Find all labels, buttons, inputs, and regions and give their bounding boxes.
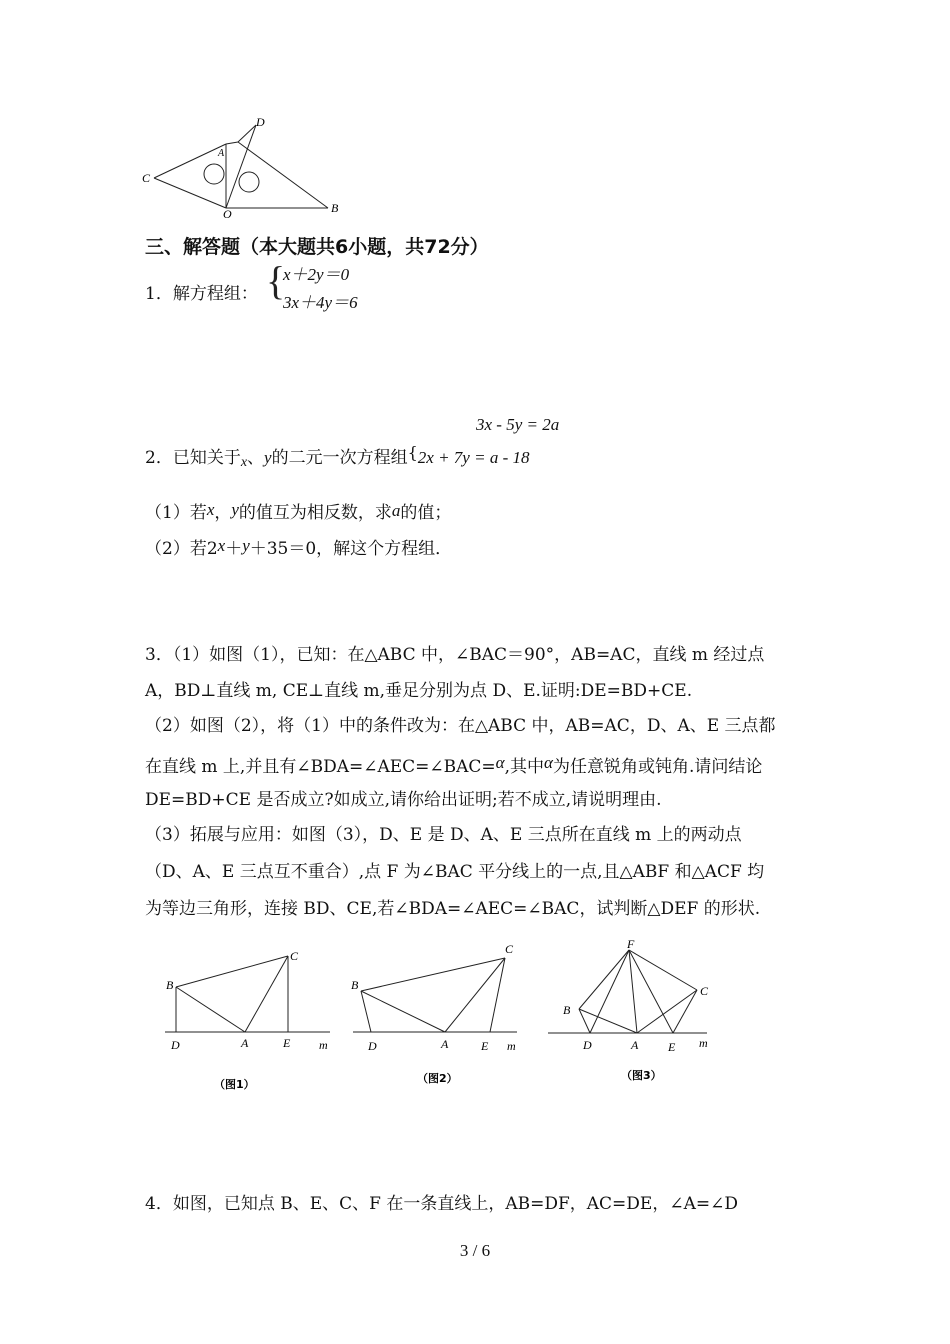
q2-part1-end: 的值；	[400, 503, 452, 523]
q2-var-x: x	[240, 455, 248, 470]
fig1-label-a: A	[241, 1036, 249, 1050]
q1-text: 解方程组：	[172, 284, 258, 304]
fig2-caption: （图2）	[417, 1072, 458, 1085]
q2-line: 2．已知关于x、y的二元一次方程组{2x + 7y = a - 18	[145, 443, 530, 470]
q3-line3: （2）如图（2），将（1）中的条件改为：在△ABC 中，AB=AC，D、A、E 三点都	[145, 716, 776, 736]
q2-text-a: 已知关于	[172, 448, 241, 468]
figure-3	[545, 930, 725, 1090]
q2-part2-x: x	[217, 536, 226, 555]
figure-2	[345, 940, 525, 1100]
page-number: 3 / 6	[459, 1241, 491, 1260]
q2-part1	[145, 500, 451, 523]
q3-line7: （D、A、E 三点互不重合）,点 F 为∠BAC 平分线上的一点,且△ABF 和△ACF 均	[145, 862, 765, 882]
q3-line5: DE=BD+CE 是否成立?如成立,请你给出证明;若不成立,请说明理由.	[145, 790, 662, 810]
q2-part1-mid: 的值互为相反数，求	[238, 503, 392, 523]
fig3-label-f: F	[627, 937, 635, 951]
fig2-label-a: A	[441, 1037, 449, 1051]
q3-line6: （3）拓展与应用：如图（3），D、E 是 D、A、E 三点所在直线 m 上的两动点	[145, 825, 742, 845]
fig3-label-e: E	[668, 1040, 676, 1054]
top-label-c: C	[142, 171, 151, 185]
q2-part1-comma: ，	[214, 503, 232, 523]
fig1-label-d: D	[171, 1038, 180, 1052]
fig2-label-e: E	[481, 1039, 489, 1053]
top-label-a: A	[218, 148, 225, 159]
q2-part1-a: a	[391, 501, 401, 520]
fig1-label-e: E	[283, 1036, 291, 1050]
figure-1	[160, 940, 340, 1100]
fig3-label-a: A	[631, 1038, 639, 1052]
q2-part1-y: y	[231, 500, 239, 519]
q2-part2-y: y	[242, 536, 250, 555]
q1-number: 1．	[145, 284, 173, 304]
fig3-label-c: C	[700, 984, 709, 998]
fig2-label-d: D	[368, 1039, 377, 1053]
section-title: 三、解答题（本大题共6小题，共72分）	[145, 236, 489, 258]
q2-text-b: 的二元一次方程组	[271, 448, 408, 468]
q1-line	[145, 284, 258, 304]
top-label-d: D	[256, 115, 265, 129]
q2-eq2: 2x + 7y = a - 18	[417, 448, 530, 467]
fig3-caption: （图3）	[621, 1069, 662, 1082]
fig1-caption: （图1）	[214, 1078, 255, 1091]
q1-eq2: 3x＋4y＝6	[283, 293, 358, 312]
q3-line2: A，BD⊥直线 m, CE⊥直线 m,垂足分别为点 D、E.证明:DE=BD+CE.	[145, 681, 693, 701]
q3-line4-a: 在直线 m 上,并且有∠BDA=∠AEC=∠BAC=	[145, 757, 496, 777]
q4-line: 4．如图，已知点 B、E、C、F 在一条直线上，AB=DF，AC=DE，∠A=∠D	[145, 1194, 738, 1214]
fig2-label-b: B	[351, 978, 359, 992]
fig1-label-c: C	[290, 949, 299, 963]
fig3-label-b: B	[563, 1003, 571, 1017]
top-figure	[138, 112, 358, 222]
q2-number: 2．	[145, 448, 173, 468]
fig3-label-m: m	[699, 1036, 708, 1050]
fig1-label-b: B	[166, 978, 174, 992]
fig2-label-m: m	[507, 1039, 516, 1053]
fig3-label-d: D	[583, 1038, 592, 1052]
q2-eq1: 3x - 5y = 2a	[476, 415, 560, 434]
q2-var-y: y	[264, 448, 272, 467]
q3-line4-c: 为任意锐角或钝角.请问结论	[552, 757, 763, 777]
q2-part1-prefix: （1）若	[145, 503, 207, 523]
q1-brace: {	[266, 258, 286, 303]
q3-line1: 3．（1）如图（1），已知：在△ABC 中，∠BAC＝90°，AB=AC，直线 m 经过点	[145, 645, 765, 665]
q3-line4	[145, 753, 762, 777]
q2-part2	[145, 536, 452, 559]
fig2-label-c: C	[505, 942, 514, 956]
top-label-b: B	[331, 201, 339, 215]
q1-eq1: x＋2y＝0	[283, 265, 350, 284]
q2-part2-plus: ＋	[225, 539, 243, 559]
q3-line4-b: ,其中	[504, 757, 545, 777]
top-label-o: O	[223, 207, 232, 221]
q2-sep: 、	[247, 448, 265, 468]
q3-alpha-2: α	[544, 753, 553, 772]
q3-alpha-1: α	[495, 753, 505, 772]
q2-part2-prefix: （2）若2	[145, 539, 218, 559]
q2-part2-end: ＋35＝0，解这个方程组．	[249, 539, 453, 559]
q2-part1-x: x	[206, 500, 215, 519]
fig1-label-m: m	[319, 1038, 328, 1052]
q3-line8: 为等边三角形，连接 BD、CE,若∠BDA=∠AEC=∠BAC，试判断△DEF 的形状.	[145, 899, 761, 919]
